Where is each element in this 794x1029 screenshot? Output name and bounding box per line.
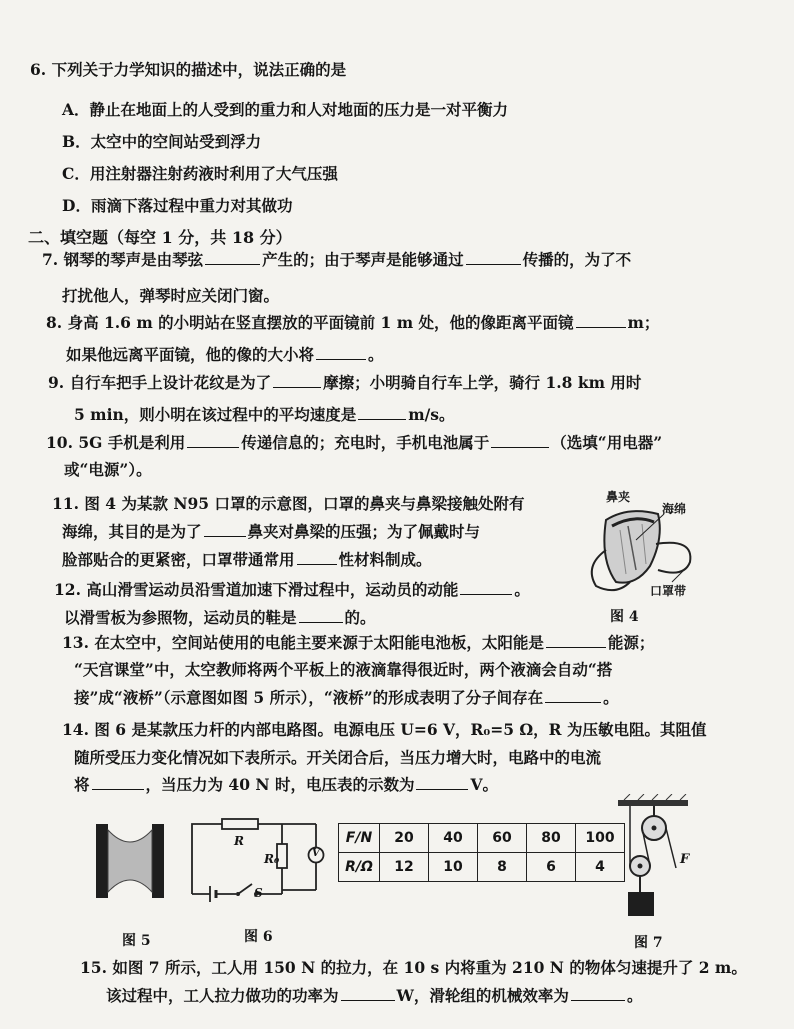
q13-blank-2[interactable] bbox=[545, 688, 601, 703]
q15-text-d: 。 bbox=[626, 986, 643, 1005]
fig4-label-band: 口罩带 bbox=[650, 584, 687, 598]
fig6-label-r: R bbox=[234, 834, 244, 848]
q13-line3 bbox=[74, 688, 619, 708]
q8-text-c: 如果他远离平面镜，他的像的大小将 bbox=[66, 345, 315, 364]
q12-text-b: 。 bbox=[514, 580, 530, 599]
q12-text-a: 12. 高山滑雪运动员沿雪道加速下滑过程中，运动员的动能 bbox=[54, 580, 459, 599]
q11-text-c: 鼻夹对鼻梁的压强；为了佩戴时与 bbox=[247, 522, 481, 541]
q11-text-e: 性材料制成。 bbox=[338, 550, 432, 569]
q10-line1 bbox=[46, 433, 662, 453]
q15-text-b: 该过程中，工人拉力做功的功率为 bbox=[106, 986, 339, 1005]
figure-4-mask bbox=[576, 500, 708, 612]
q12-text-c: 以滑雪板为参照物，运动员的鞋是 bbox=[64, 608, 297, 627]
q13-text-d: 接”成“液桥”（示意图如图 5 所示），“液桥”的形成表明了分子间存在 bbox=[74, 688, 544, 707]
table-row-resistance bbox=[339, 853, 625, 882]
fig7-label-force: F bbox=[680, 852, 690, 867]
q7-text-c: 传播的，为了不 bbox=[522, 250, 632, 269]
table-header-resistance: R/Ω bbox=[339, 853, 380, 882]
q9-blank-1[interactable] bbox=[273, 373, 321, 388]
q14-line3 bbox=[74, 775, 498, 795]
q11-text-b: 海绵，其目的是为了 bbox=[62, 522, 202, 541]
q6-option-c: C．用注射器注射药液时利用了大气压强 bbox=[62, 164, 338, 183]
q10-blank-2[interactable] bbox=[491, 433, 549, 448]
q14-text-b: 随所受压力变化情况如下表所示。开关闭合后，当压力增大时，电路中的电流 bbox=[74, 748, 602, 767]
q13-text-e: 。 bbox=[603, 688, 619, 707]
q12-line1 bbox=[54, 580, 530, 600]
q8-line2 bbox=[66, 345, 384, 365]
table-cell: 8 bbox=[478, 853, 527, 882]
q14-blank-2[interactable] bbox=[416, 775, 468, 790]
q11-text-a: 11. 图 4 为某款 N95 口罩的示意图，口罩的鼻夹与鼻梁接触处附有 bbox=[52, 494, 525, 513]
pressure-resistance-table bbox=[338, 823, 625, 882]
table-cell: 100 bbox=[576, 824, 625, 853]
q9-text-b: 摩擦；小明骑自行车上学，骑行 1.8 km 用时 bbox=[323, 373, 642, 392]
q8-text-a: 8. 身高 1.6 m 的小明站在竖直摆放的平面镜前 1 m 处，他的像距离平面镜 bbox=[46, 313, 574, 332]
q13-text-c: “天宫课堂”中，太空教师将两个平板上的液滴靠得很近时，两个液滴会自动“搭 bbox=[74, 660, 613, 679]
q7-text-d: 打扰他人，弹琴时应关闭门窗。 bbox=[62, 286, 280, 305]
table-cell: 4 bbox=[576, 853, 625, 882]
q14-text-c: 将 bbox=[74, 775, 90, 794]
table-cell: 12 bbox=[380, 853, 429, 882]
fig4-label-nose-clip: 鼻夹 bbox=[606, 490, 631, 504]
q9-line1 bbox=[48, 373, 641, 393]
fig4-label-sponge: 海绵 bbox=[662, 502, 687, 516]
q8-blank-2[interactable] bbox=[316, 345, 366, 360]
table-cell: 10 bbox=[429, 853, 478, 882]
table-cell: 60 bbox=[478, 824, 527, 853]
q8-text-d: 。 bbox=[368, 345, 384, 364]
q8-line1 bbox=[46, 313, 659, 333]
q13-blank-1[interactable] bbox=[546, 633, 606, 648]
q11-line2 bbox=[62, 522, 480, 542]
q10-blank-1[interactable] bbox=[187, 433, 239, 448]
q11-text-d: 脸部贴合的更紧密，口罩带通常用 bbox=[62, 550, 295, 569]
q8-text-b: m； bbox=[627, 313, 660, 332]
q10-text-b: 传递信息的；充电时，手机电池属于 bbox=[241, 433, 490, 452]
q14-text-d: ，当压力为 40 N 时，电压表的示数为 bbox=[145, 775, 415, 794]
q11-line3 bbox=[62, 550, 432, 570]
q9-text-d: m/s。 bbox=[408, 405, 455, 424]
q15-blank-2[interactable] bbox=[571, 986, 625, 1001]
figure-5-liquid-bridge bbox=[94, 822, 166, 900]
q12-blank-1[interactable] bbox=[460, 580, 512, 595]
q7-blank-2[interactable] bbox=[466, 250, 521, 265]
table-header-force: F/N bbox=[339, 824, 380, 853]
q14-blank-1[interactable] bbox=[92, 775, 144, 790]
q9-line2 bbox=[74, 405, 455, 425]
table-cell: 80 bbox=[527, 824, 576, 853]
q9-text-c: 5 min，则小明在该过程中的平均速度是 bbox=[74, 405, 357, 424]
q7-line1 bbox=[42, 250, 631, 270]
q7-blank-1[interactable] bbox=[205, 250, 260, 265]
table-cell: 40 bbox=[429, 824, 478, 853]
table-row-force bbox=[339, 824, 625, 853]
fig6-label-switch: S bbox=[254, 886, 263, 900]
q12-text-d: 的。 bbox=[344, 608, 376, 627]
q11-blank-2[interactable] bbox=[297, 550, 337, 565]
q7-text-b: 产生的；由于琴声是能够通过 bbox=[262, 250, 464, 269]
q14-text-e: V。 bbox=[470, 775, 498, 794]
q10-text-d: 或“电源”）。 bbox=[64, 460, 152, 479]
section2-title: 二、填空题（每空 1 分，共 18 分） bbox=[28, 228, 292, 247]
q10-text-a: 10. 5G 手机是利用 bbox=[46, 433, 186, 452]
q6-option-d: D．雨滴下落过程中重力对其做功 bbox=[62, 196, 293, 215]
q9-text-a: 9. 自行车把手上设计花纹是为了 bbox=[48, 373, 272, 392]
q13-text-b: 能源； bbox=[607, 633, 655, 652]
table-cell: 6 bbox=[527, 853, 576, 882]
q6-stem: 6. 下列关于力学知识的描述中，说法正确的是 bbox=[30, 60, 347, 79]
q12-blank-2[interactable] bbox=[299, 608, 343, 623]
q15-line2 bbox=[106, 986, 642, 1006]
fig5-caption: 图 5 bbox=[122, 933, 151, 949]
fig7-caption: 图 7 bbox=[634, 935, 663, 951]
q12-line2 bbox=[64, 608, 376, 628]
q8-blank-1[interactable] bbox=[576, 313, 626, 328]
table-cell: 20 bbox=[380, 824, 429, 853]
q9-blank-2[interactable] bbox=[358, 405, 406, 420]
q13-text-a: 13. 在太空中，空间站使用的电能主要来源于太阳能电池板，太阳能是 bbox=[62, 633, 544, 652]
q15-text-a: 15. 如图 7 所示，工人用 150 N 的拉力，在 10 s 内将重为 210 N 的物体匀速提升了 2 m。 bbox=[80, 958, 747, 977]
q7-text-a: 7. 钢琴的琴声是由琴弦 bbox=[42, 250, 204, 269]
q6-option-b: B．太空中的空间站受到浮力 bbox=[62, 132, 262, 151]
fig6-label-r0: R₀ bbox=[264, 852, 280, 866]
q13-line1 bbox=[62, 633, 654, 653]
q14-text-a: 14. 图 6 是某款压力杆的内部电路图。电源电压 U=6 V，R₀=5 Ω，R 为压敏电阻。其阻值 bbox=[62, 720, 707, 739]
fig6-caption: 图 6 bbox=[244, 929, 273, 945]
q11-blank-1[interactable] bbox=[204, 522, 246, 537]
q15-blank-1[interactable] bbox=[341, 986, 395, 1001]
fig6-label-voltmeter: V bbox=[312, 848, 320, 859]
fig4-caption: 图 4 bbox=[610, 609, 639, 625]
q15-text-c: W，滑轮组的机械效率为 bbox=[396, 986, 569, 1005]
q6-option-a: A．静止在地面上的人受到的重力和人对地面的压力是一对平衡力 bbox=[62, 100, 509, 119]
q10-text-c: （选填“用电器” bbox=[551, 433, 663, 452]
